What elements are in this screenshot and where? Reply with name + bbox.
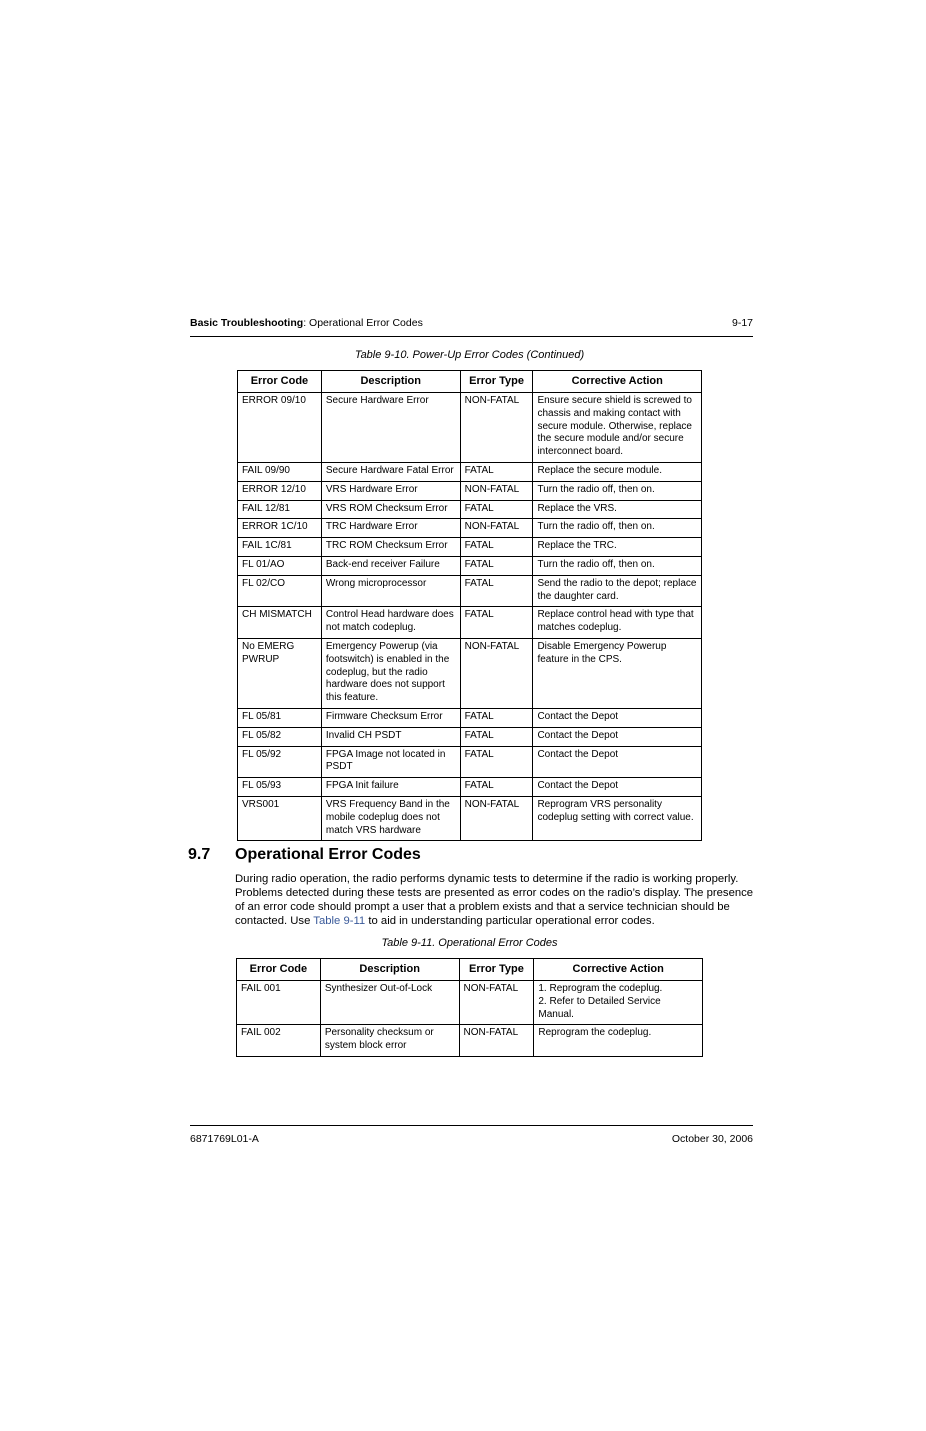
section-number: 9.7 <box>188 846 211 863</box>
page-header <box>190 316 753 337</box>
table-cell: Reprogram VRS personality codeplug setting with correct value. <box>533 796 702 840</box>
table-cell: Firmware Checksum Error <box>321 708 460 727</box>
table-cell: Ensure secure shield is screwed to chassis and making contact with secure module. Otherwise, replace the secure module and/or secure interconnect board. <box>533 393 702 463</box>
table-cell: FATAL <box>460 778 533 797</box>
table-cell: Send the radio to the depot; replace the daughter card. <box>533 575 702 607</box>
table-cell: FATAL <box>460 538 533 557</box>
table-cell: Contact the Depot <box>533 778 702 797</box>
table-cell: Contact the Depot <box>533 708 702 727</box>
table-cell: FPGA Init failure <box>321 778 460 797</box>
table-cell: ERROR 12/10 <box>238 481 322 500</box>
table-cell: FAIL 002 <box>237 1025 321 1057</box>
table-cell: Emergency Powerup (via footswitch) is enabled in the codeplug, but the radio hardware does not support this feature. <box>321 638 460 708</box>
table-row <box>238 727 702 746</box>
table-cell: VRS Frequency Band in the mobile codeplug does not match VRS hardware <box>321 796 460 840</box>
table-cell: Turn the radio off, then on. <box>533 481 702 500</box>
table-cell: Replace the VRS. <box>533 500 702 519</box>
operational-error-codes-table <box>236 958 703 1057</box>
table-row <box>237 1025 703 1057</box>
table-cell: VRS Hardware Error <box>321 481 460 500</box>
table-cell: CH MISMATCH <box>238 607 322 639</box>
table-cell: Secure Hardware Error <box>321 393 460 463</box>
table-row <box>238 575 702 607</box>
table-row <box>238 462 702 481</box>
column-header: Corrective Action <box>534 959 703 981</box>
section-title: Operational Error Codes <box>235 846 421 863</box>
table-cell: ERROR 1C/10 <box>238 519 322 538</box>
table-cell: FAIL 12/81 <box>238 500 322 519</box>
column-header: Description <box>320 959 459 981</box>
column-header: Description <box>321 371 460 393</box>
table-row <box>238 746 702 778</box>
page-footer <box>190 1125 753 1146</box>
table-row <box>238 556 702 575</box>
table-row <box>238 519 702 538</box>
section-paragraph <box>235 872 755 928</box>
table-cell: Reprogram the codeplug. <box>534 1025 703 1057</box>
table-cell: VRS001 <box>238 796 322 840</box>
table-cell: NON-FATAL <box>460 393 533 463</box>
table-row <box>238 538 702 557</box>
table-cell: No EMERG PWRUP <box>238 638 322 708</box>
table-9-11-link[interactable]: Table 9-11 <box>313 915 366 927</box>
running-title-bold: Basic Troubleshooting <box>190 317 304 329</box>
table-cell: FL 01/AO <box>238 556 322 575</box>
table-cell: FATAL <box>460 708 533 727</box>
column-header: Error Code <box>237 959 321 981</box>
table-cell: Contact the Depot <box>533 746 702 778</box>
column-header: Error Type <box>459 959 534 981</box>
column-header: Error Type <box>460 371 533 393</box>
table-cell: Back-end receiver Failure <box>321 556 460 575</box>
table-cell: FATAL <box>460 556 533 575</box>
publication-date: October 30, 2006 <box>671 1133 753 1145</box>
table-row <box>238 708 702 727</box>
table-row <box>238 393 702 463</box>
column-header: Error Code <box>238 371 322 393</box>
table-cell: Turn the radio off, then on. <box>533 519 702 538</box>
table-cell: Replace the TRC. <box>533 538 702 557</box>
table-cell: TRC ROM Checksum Error <box>321 538 460 557</box>
table-cell: FATAL <box>460 607 533 639</box>
table-cell: FL 05/93 <box>238 778 322 797</box>
table-cell: FATAL <box>460 727 533 746</box>
table-cell: FPGA Image not located in PSDT <box>321 746 460 778</box>
table-cell: Replace control head with type that matches codeplug. <box>533 607 702 639</box>
table-cell: FATAL <box>460 575 533 607</box>
table-cell: NON-FATAL <box>460 638 533 708</box>
table-row <box>237 981 703 1025</box>
table1-caption: Table 9-10. Power-Up Error Codes (Continued) <box>354 349 585 361</box>
table-cell: FATAL <box>460 746 533 778</box>
page-number: 9-17 <box>731 317 753 329</box>
table-cell: Contact the Depot <box>533 727 702 746</box>
table-row <box>238 778 702 797</box>
table-header-row <box>237 959 703 981</box>
table-cell: VRS ROM Checksum Error <box>321 500 460 519</box>
table-cell: FL 05/81 <box>238 708 322 727</box>
table-cell: NON-FATAL <box>459 981 534 1025</box>
running-title <box>190 317 423 329</box>
power-up-error-codes-table <box>237 370 702 841</box>
table-row <box>238 607 702 639</box>
column-header: Corrective Action <box>533 371 702 393</box>
table-cell: FAIL 09/90 <box>238 462 322 481</box>
running-title-rest: : Operational Error Codes <box>303 317 423 329</box>
table-cell: Wrong microprocessor <box>321 575 460 607</box>
table-cell: NON-FATAL <box>459 1025 534 1057</box>
table-cell: Replace the secure module. <box>533 462 702 481</box>
table-cell: FATAL <box>460 500 533 519</box>
table2-caption: Table 9-11. Operational Error Codes <box>381 937 558 949</box>
table-cell: NON-FATAL <box>460 519 533 538</box>
table-row <box>238 638 702 708</box>
table-cell: 1. Reprogram the codeplug. 2. Refer to Detailed Service Manual. <box>534 981 703 1025</box>
table-cell: ERROR 09/10 <box>238 393 322 463</box>
paragraph-text: During radio operation, the radio performs dynamic tests to determine if the radio is working properly. Problems detected during these tests are presented as error codes on the radio’s display. The presence of an error code should prompt a user that a problem exists and that a service technician should be contacted. Use <box>235 873 754 927</box>
table-cell: Turn the radio off, then on. <box>533 556 702 575</box>
table-row <box>238 481 702 500</box>
table-cell: FAIL 1C/81 <box>238 538 322 557</box>
table-row <box>238 500 702 519</box>
table-cell: FL 05/92 <box>238 746 322 778</box>
document-number: 6871769L01-A <box>190 1133 259 1145</box>
table-cell: FAIL 001 <box>237 981 321 1025</box>
table-cell: FATAL <box>460 462 533 481</box>
table-cell: Secure Hardware Fatal Error <box>321 462 460 481</box>
paragraph-text-end: to aid in understanding particular operational error codes. <box>365 915 655 927</box>
table-cell: Disable Emergency Powerup feature in the CPS. <box>533 638 702 708</box>
table-cell: Control Head hardware does not match codeplug. <box>321 607 460 639</box>
table-cell: Invalid CH PSDT <box>321 727 460 746</box>
table-cell: TRC Hardware Error <box>321 519 460 538</box>
table-header-row <box>238 371 702 393</box>
table-cell: FL 05/82 <box>238 727 322 746</box>
table-cell: Synthesizer Out-of-Lock <box>320 981 459 1025</box>
table-cell: NON-FATAL <box>460 481 533 500</box>
table-cell: Personality checksum or system block error <box>320 1025 459 1057</box>
table-cell: FL 02/CO <box>238 575 322 607</box>
table-cell: NON-FATAL <box>460 796 533 840</box>
table-row <box>238 796 702 840</box>
